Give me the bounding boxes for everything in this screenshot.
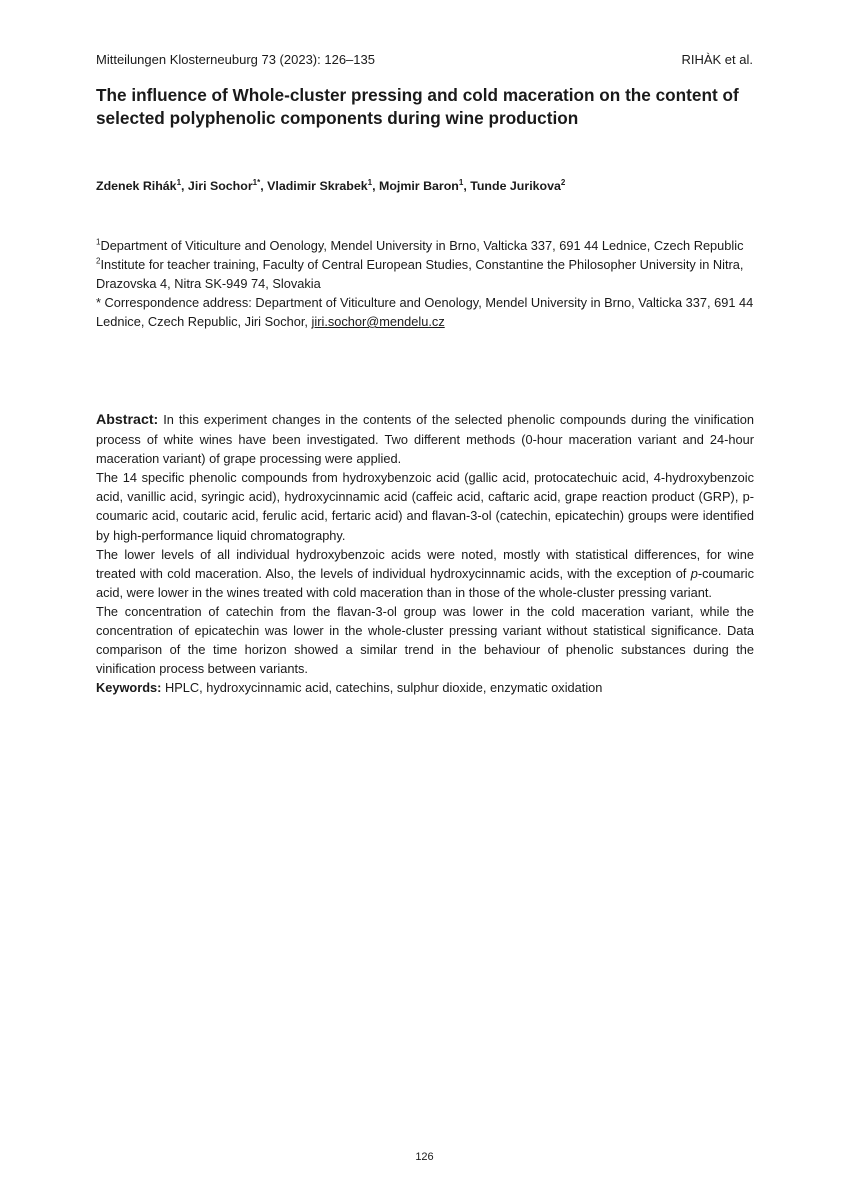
author-affiliation-mark: 1* — [252, 177, 261, 187]
abstract-text: -coumaric acid, were lower in the wines treated with cold maceration than in those of the whole-cluster pressing variant. — [96, 565, 754, 600]
author-list — [96, 179, 753, 193]
abstract-paragraph — [96, 410, 754, 468]
running-header — [96, 52, 753, 67]
author-affiliation-mark: 1 — [367, 177, 373, 187]
page-number: 126 — [415, 1151, 434, 1163]
author-separator: , — [181, 179, 188, 193]
abstract-label: Abstract: — [96, 412, 159, 428]
abstract — [96, 410, 754, 697]
author-separator: , — [372, 179, 380, 193]
abstract-text: In this experiment changes in the contents of the selected phenolic compounds during the vinification process of white wines have been investigated. Two different methods (0-hour maceration variant and 24-hour maceration variant) of grape processing were applied. — [96, 412, 754, 467]
author-affiliation-mark: 2 — [560, 177, 566, 187]
journal-citation: Mitteilungen Klosterneuburg 73 (2023): 126–135 — [96, 52, 375, 67]
author-separator: , — [260, 179, 268, 193]
keywords-text: HPLC, hydroxycinnamic acid, catechins, sulphur dioxide, enzymatic oxidation — [161, 680, 603, 696]
abstract-paragraph — [96, 545, 754, 602]
correspondence — [96, 293, 756, 331]
correspondence-text: * Correspondence address: Department of Viticulture and Oenology, Mendel University in Brno, Valticka 337, 691 44 Lednice, Czech Republic, Jiri Sochor, — [96, 295, 754, 329]
affiliation-mark: 1 — [96, 237, 101, 247]
affiliation-mark: 2 — [96, 256, 101, 266]
affiliation-text: Institute for teacher training, Faculty of Central European Studies, Constantine the Philosopher University in Nitra, Drazovska 4, Nitra SK-949 74, Slovakia — [96, 257, 744, 291]
author-name: Jiri Sochor — [187, 179, 253, 193]
author-affiliation-mark: 1 — [458, 177, 464, 187]
abstract-text: The lower levels of all individual hydroxybenzoic acids were noted, mostly with statistical differences, for wine treated with cold maceration. Also, the levels of individual hydroxycinnamic acids, with the exception of — [96, 546, 754, 581]
author-name: Zdenek Rihák — [96, 179, 177, 193]
abstract-paragraph: The 14 specific phenolic compounds from hydroxybenzoic acid (gallic acid, protocatechuic acid, 4-hydroxybenzoic acid, vanillic acid, syringic acid), hydroxycinnamic acid (caffeic acid, caftaric acid, grape reaction product (GRP), p-coumaric acid, coutaric acid, ferulic acid, fertaric acid) and flavan-3-ol (catechin, epicatechin) groups were identified by high-performance liquid chromatography. — [96, 470, 754, 543]
short-authors: RIHÀK et al. — [681, 52, 753, 67]
author-separator: , — [463, 179, 471, 193]
abstract-paragraph: The concentration of catechin from the flavan-3-ol group was lower in the cold maceration variant, while the concentration of epicatechin was lower in the whole-cluster pressing variant without statistical significance. Data comparison of the time horizon showed a similar trend in the behaviour of phenolic substances during the vinification process between variants. — [96, 603, 754, 677]
affiliations — [96, 236, 756, 331]
author-name: Tunde Jurikova — [470, 179, 561, 193]
italic-p: p — [690, 565, 698, 581]
email-link[interactable]: jiri.sochor@mendelu.cz — [311, 314, 445, 329]
affiliation-1 — [96, 236, 756, 255]
keywords-label: Keywords: — [96, 680, 162, 696]
author-name: Vladimir Skrabek — [267, 179, 368, 193]
affiliation-2 — [96, 255, 756, 293]
keywords — [96, 678, 754, 697]
author-name: Mojmir Baron — [379, 179, 459, 193]
affiliation-text: Department of Viticulture and Oenology, Mendel University in Brno, Valticka 337, 691 44 Lednice, Czech Republic — [100, 238, 744, 253]
paper-title: The influence of Whole-cluster pressing and cold maceration on the content of selected polyphenolic components during wine production — [96, 85, 739, 128]
author-affiliation-mark: 1 — [176, 177, 182, 187]
